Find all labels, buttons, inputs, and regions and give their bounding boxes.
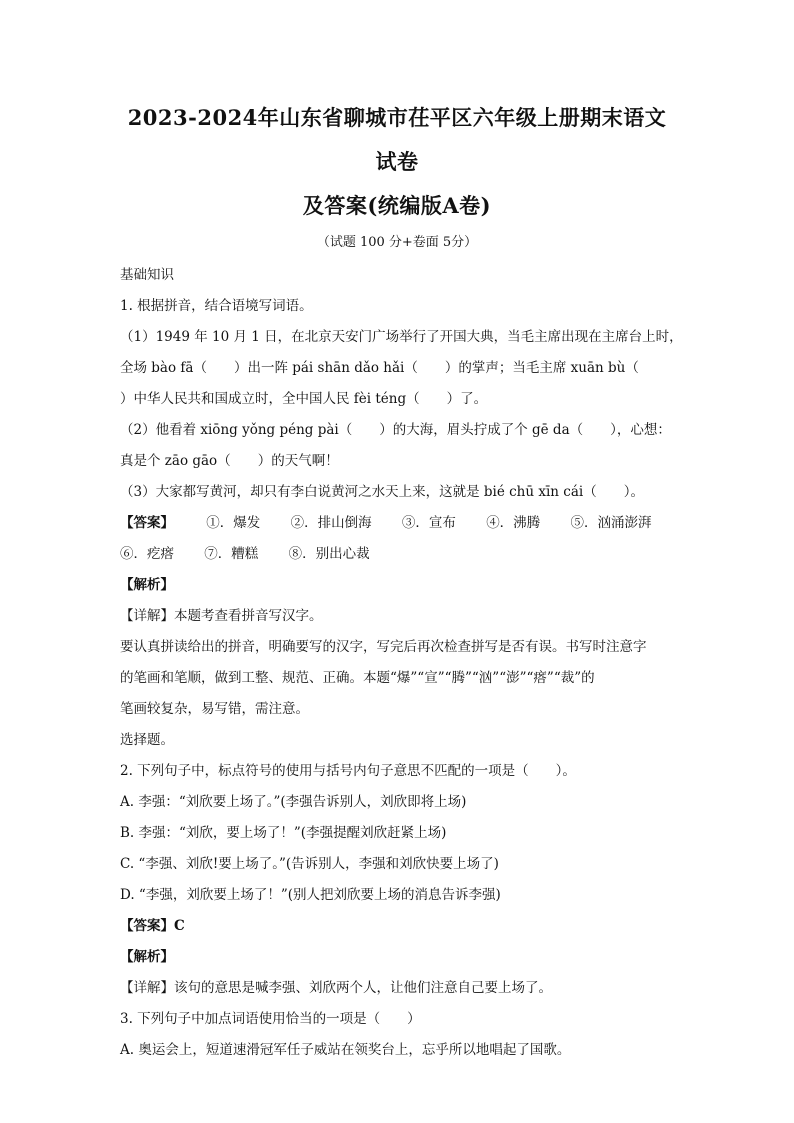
question-2-option-d: D. “李强，刘欣要上场了！”(别人把刘欣要上场的消息告诉李强) xyxy=(120,887,501,903)
answer-item: ⑤．汹涌澎湃 xyxy=(570,515,652,531)
question-1-answers-row2 xyxy=(120,539,674,570)
section-heading-basics: 基础知识 xyxy=(120,267,174,283)
question-2-option-b: B. 李强：“刘欣，要上场了！”(李强提醒刘欣赶紧上场) xyxy=(120,825,447,841)
answer-item: ③．宣布 xyxy=(401,515,456,531)
answer-item: ⑦．糟糕 xyxy=(204,546,259,562)
question-1-part1-line3: ）中华人民共和国成立时，全中国人民 fèi téng（ ）了。 xyxy=(120,391,488,407)
question-1-part2-line1: （2）他看着 xiōng yǒng péng pài（ ）的大海，眉头拧成了个 gē da（ ），心想： xyxy=(120,422,671,438)
document-title-line2: 及答案(统编版A卷) xyxy=(302,193,492,218)
question-2-stem: 2. 下列句子中，标点符号的使用与括号内句子意思不匹配的一项是（ ）。 xyxy=(120,763,576,779)
question-1-part2-line2: 真是个 zāo gāo（ ）的天气啊！ xyxy=(120,453,339,469)
question-2-option-c: C. “李强、刘欣!要上场了。”(告诉别人，李强和刘欣快要上场了) xyxy=(120,856,499,872)
question-1-answers-row1 xyxy=(120,508,674,539)
document-title-line1: 2023-2024年山东省聊城市茌平区六年级上册期末语文试卷 xyxy=(127,105,667,174)
answer-item: ①．爆发 xyxy=(206,515,261,531)
question-2-option-a: A. 李强：“刘欣要上场了。”(李强告诉别人，刘欣即将上场) xyxy=(120,794,467,810)
document-subtitle: （试题 100 分+卷面 5分） xyxy=(316,235,478,250)
question-2-analysis-tag: 【解析】 xyxy=(120,949,174,965)
question-2-answer: 【答案】C xyxy=(120,918,185,934)
question-1-detail-line3: 笔画较复杂，易写错，需注意。 xyxy=(120,701,309,717)
question-1-part1-line1: （1）1949 年 10 月 1 日，在北京天安门广场举行了开国大典，当毛主席出现在主席台上时， xyxy=(120,329,683,345)
question-1-part1-line2: 全场 bào fā（ ）出一阵 pái shān dǎo hǎi（ ）的掌声；当毛主席 xuān bù（ xyxy=(120,360,639,376)
answer-item: ②．排山倒海 xyxy=(290,515,372,531)
question-3-option-a: A. 奥运会上，短道速滑冠军任子威站在领奖台上，忘乎所以地唱起了国歌。 xyxy=(120,1042,571,1058)
question-1-analysis-tag: 【解析】 xyxy=(120,577,174,593)
answer-item: ④．沸腾 xyxy=(486,515,541,531)
question-2-detail: 【详解】该句的意思是喊李强、刘欣两个人，让他们注意自己要上场了。 xyxy=(120,980,552,996)
answer-item: ⑧．别出心裁 xyxy=(288,546,370,562)
question-1-stem: 1. 根据拼音，结合语境写词语。 xyxy=(120,298,313,314)
answer-item: ⑥．疙瘩 xyxy=(120,546,174,562)
question-1-detail-line1: 要认真拼读给出的拼音，明确要写的汉字，写完后再次检查拼写是否有误。书写时注意字 xyxy=(120,639,647,655)
question-1-detail-line2: 的笔画和笔顺，做到工整、规范、正确。本题“爆”“宣”“腾”“汹”“澎”“瘩”“裁”的 xyxy=(120,670,595,686)
section-heading-choice: 选择题。 xyxy=(120,732,174,748)
question-3-stem: 3. 下列句子中加点词语使用恰当的一项是（ ） xyxy=(120,1011,421,1027)
question-1-part3-line1: （3）大家都写黄河，却只有李白说黄河之水天上来，这就是 bié chū xīn cái（ ）。 xyxy=(120,484,644,500)
answer-tag: 【答案】 xyxy=(120,515,174,531)
question-1-detail: 【详解】本题考查看拼音写汉字。 xyxy=(120,608,323,624)
